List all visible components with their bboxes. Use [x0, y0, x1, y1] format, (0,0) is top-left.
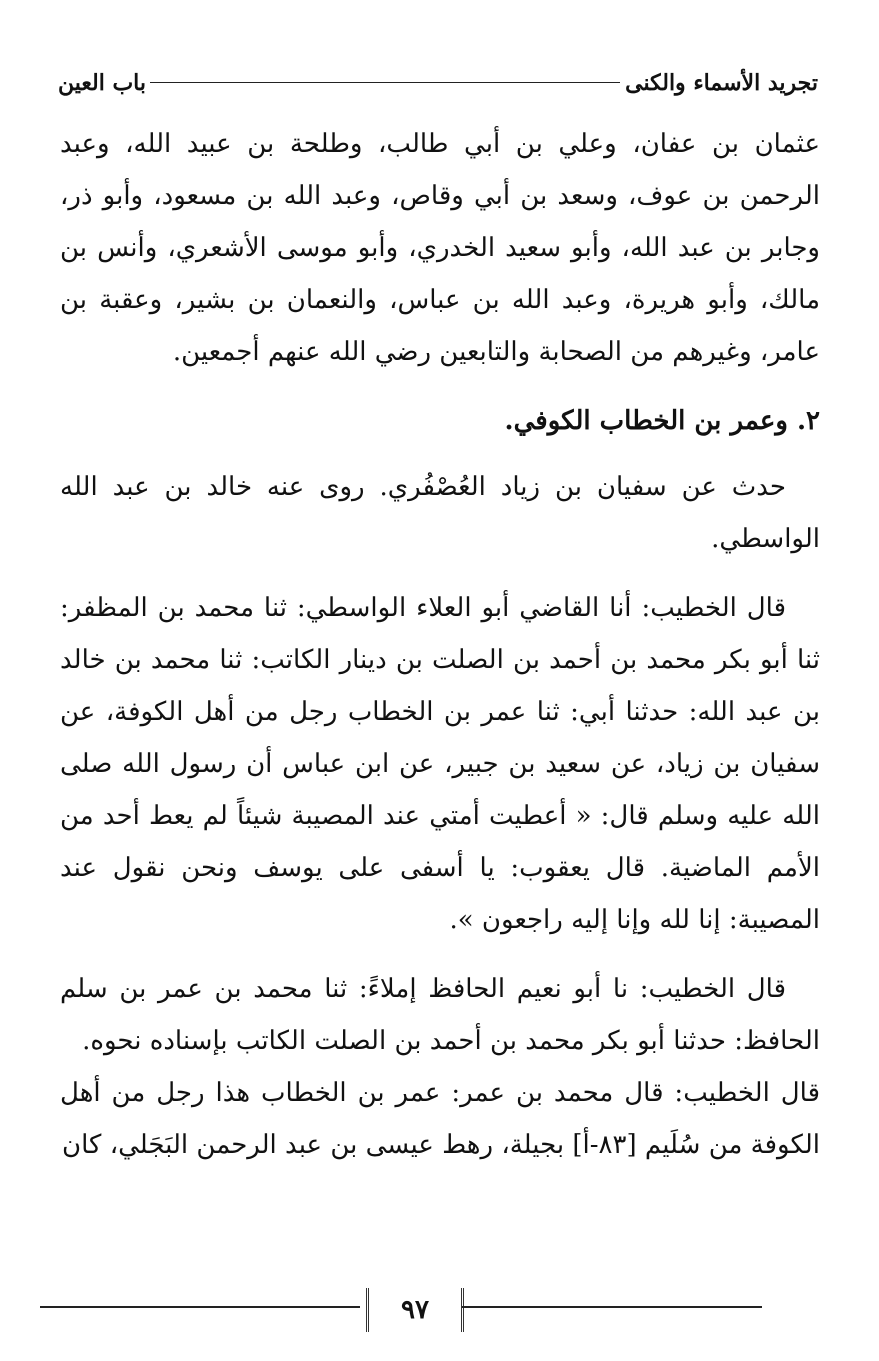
paragraph-companions: عثمان بن عفان، وعلي بن أبي طالب، وطلحة بن عبيد الله، وعبد الرحمن بن عوف، وسعد بن أبي وقاص، وعبد الله بن مسعود، وأبو ذر، وجابر بن عبد الله، وأبو سعيد الخدري، وأبو موسى الأشعري، وأنس بن مالك، وأبو هريرة، وعبد الله بن عباس، والنعمان بن بشير، وعقبة بن عامر، وغيرهم من الصحابة والتابعين رضي الله عنهم أجمعين.	[60, 129, 820, 367]
paragraph-isnad: قال الخطيب: نا أبو نعيم الحافظ إملاءً: ثنا محمد بن عمر بن سلم الحافظ: حدثنا أبو بكر محمد بن أحمد بن الصلت الكاتب بإسناده نحوه.	[60, 974, 820, 1056]
book-title: تجريد الأسماء والكنى	[625, 70, 818, 96]
page-number: ٩٧	[401, 1295, 429, 1325]
entry-heading: ٢. وعمر بن الخطاب الكوفي.	[504, 406, 820, 436]
footer-rule-left	[40, 1306, 360, 1308]
paragraph-narration: حدث عن سفيان بن زياد العُصْفُري. روى عنه خالد بن عبد الله الواسطي.	[60, 472, 820, 554]
page-body	[60, 118, 820, 1171]
header-rule	[150, 82, 620, 83]
paragraph-commentary: قال الخطيب: قال محمد بن عمر: عمر بن الخطاب هذا رجل من أهل الكوفة من سُلَيم [٨٣-أ] بجيلة، رهط عيسى بن عبد الرحمن البَجَلي، كان	[60, 1078, 820, 1160]
chapter-title: باب العين	[58, 70, 147, 96]
page-number-ornament	[366, 1288, 464, 1332]
paragraph-hadith: قال الخطيب: أنا القاضي أبو العلاء الواسطي: ثنا محمد بن المظفر: ثنا أبو بكر محمد بن أحمد بن الصلت بن دينار الكاتب: ثنا محمد بن خالد بن عبد الله: حدثنا أبي: ثنا عمر بن الخطاب رجل من أهل الكوفة، عن سفيان بن زياد، عن سعيد بن جبير، عن ابن عباس أن رسول الله صلى الله عليه وسلم قال: « أعطيت أمتي عند المصيبة شيئاً لم يعط أحد من الأمم الماضية. قال يعقوب: يا أسفى على يوسف ونحن نقول عند المصيبة: إنا لله وإنا إليه راجعون ».	[60, 593, 820, 935]
running-header	[58, 62, 818, 96]
footer-rule-right	[462, 1306, 762, 1308]
